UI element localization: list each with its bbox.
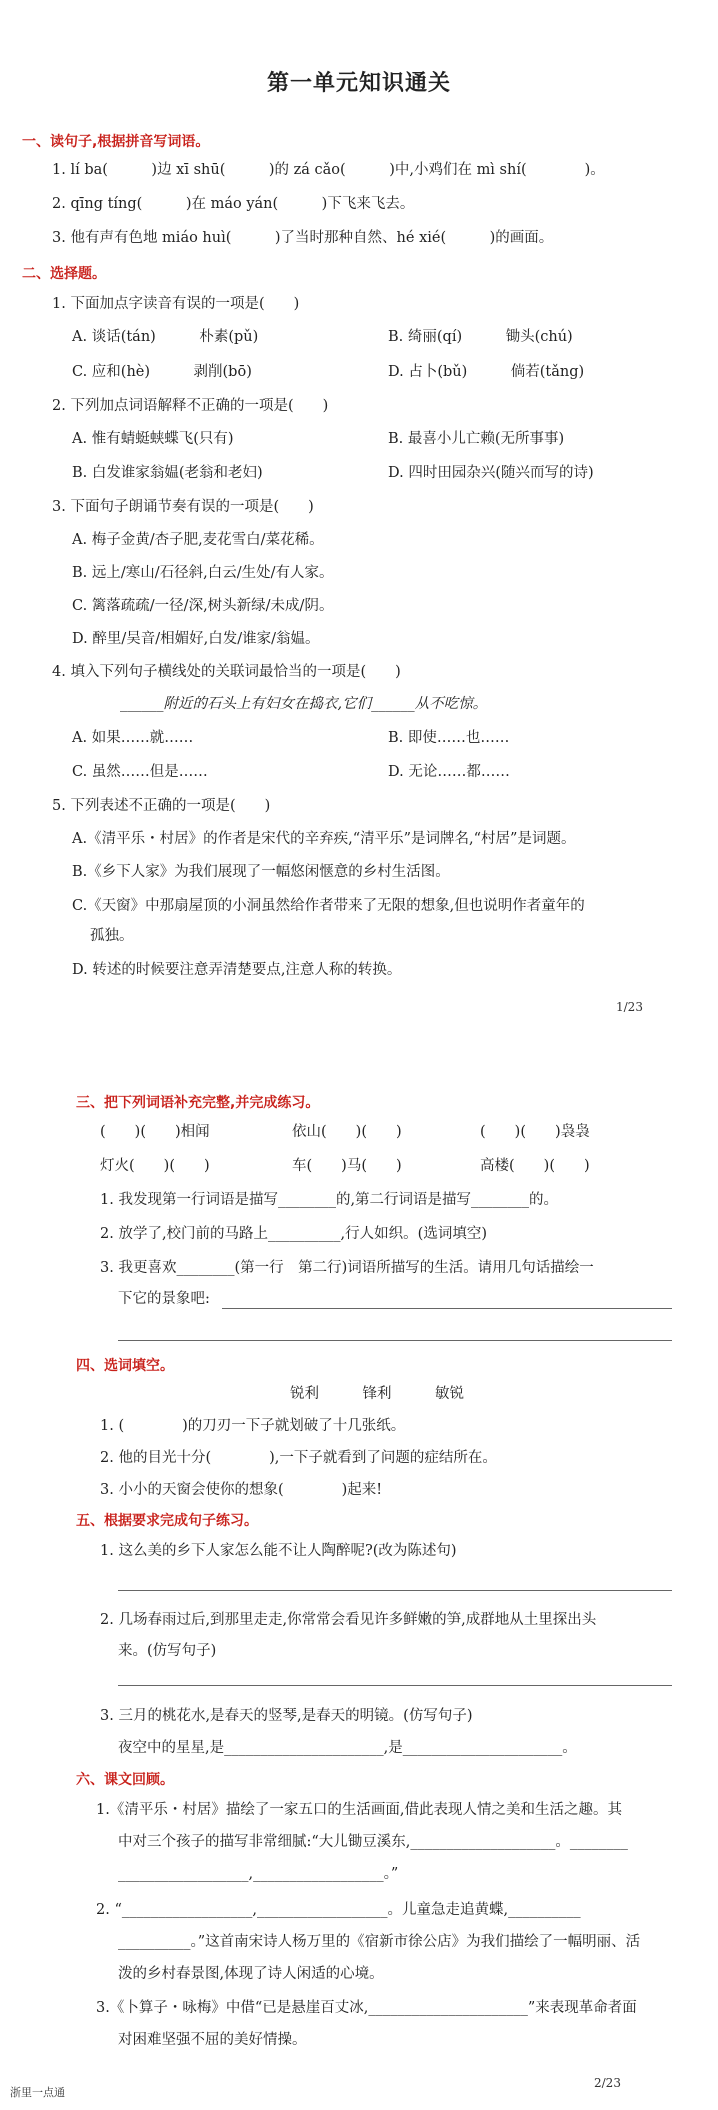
footer-brand: 浙里一点通 [10,2086,65,2099]
question-line: 2. 几场春雨过后,到那里走走,你常常会看见许多鲜嫩的笋,成群地从土里探出头 [100,1612,597,1628]
option-d: D. 醉里/吴音/相媚好,白发/谁家/翁媪。 [72,631,320,647]
option-c: C. 应和(hè) 剥削(bō) [72,364,252,380]
answer-line[interactable] [118,1590,672,1591]
option-d: D. 无论……都…… [388,764,510,780]
option-a: A. 惟有蜻蜓蛱蝶飞(只有) [72,431,234,447]
option-b: B. 远上/寒山/石径斜,白云/生处/有人家。 [72,565,334,581]
question-line: 3. 我更喜欢________(第一行 第二行)词语所描写的生活。请用几句话描绘一 [100,1260,594,1276]
question-line: 夜空中的星星,是______________________,是______________________。 [118,1740,577,1756]
question-line: 5. 下列表述不正确的一项是( ) [52,798,271,814]
section-6-heading: 六、课文回顾。 [76,1772,174,1788]
question-line: 2. 放学了,校门前的马路上__________,行人如织。(选词填空) [100,1226,487,1242]
option-c: B. 白发谁家翁媪(老翁和老妇) [72,465,263,481]
option-a: A. 谈话(tán) 朴素(pǔ) [72,329,259,345]
section-3-heading: 三、把下列词语补充完整,并完成练习。 [76,1095,320,1111]
idiom-blank: 灯火( )( ) [100,1158,210,1174]
question-line: 3. 小小的天窗会使你的想象( )起来! [100,1482,383,1498]
word-bank: 锐利 锋利 敏锐 [290,1386,464,1402]
option-d: D. 占卜(bǔ) 倘若(tǎng) [388,364,585,380]
question-line: 1. ( )的刀刃一下子就划破了十几张纸。 [100,1418,406,1434]
idiom-blank: 高楼( )( ) [480,1158,590,1174]
option-c: C. 篱落疏疏/一径/深,树头新绿/未成/阴。 [72,598,334,614]
answer-line[interactable] [222,1308,672,1309]
question-line: 2. 他的目光十分( ),一下子就看到了问题的症结所在。 [100,1450,497,1466]
question-line: 2. “__________________,__________________。儿童急走追黄蝶,__________ [96,1902,581,1918]
answer-line[interactable] [118,1340,672,1341]
option-c-continued: 孤独。 [90,928,134,944]
idiom-blank: 车( )马( ) [292,1158,402,1174]
section-5-heading: 五、根据要求完成句子练习。 [76,1513,258,1529]
example-sentence: ______附近的石头上有妇女在捣衣,它们______从不吃惊。 [120,696,488,712]
option-a: A. 如果……就…… [72,730,194,746]
idiom-blank: ( )( )袅袅 [480,1124,590,1140]
option-b: B.《乡下人家》为我们展现了一幅悠闲惬意的乡村生活图。 [72,864,450,880]
question-line: 泼的乡村春景图,体现了诗人闲适的心境。 [118,1966,384,1982]
option-d: D. 四时田园杂兴(随兴而写的诗) [388,465,594,481]
question-line: 2. qīng tíng( )在 máo yán( )下飞来飞去。 [52,196,415,212]
option-b: B. 最喜小儿亡赖(无所事事) [388,431,565,447]
option-a: A. 梅子金黄/杏子肥,麦花雪白/菜花稀。 [72,532,324,548]
question-line: 3. 下面句子朗诵节奏有误的一项是( ) [52,499,314,515]
page-title: 第一单元知识通关 [266,71,451,96]
idiom-blank: 依山( )( ) [292,1124,402,1140]
option-a: A.《清平乐・村居》的作者是宋代的辛弃疾,“清平乐”是词牌名,“村居”是词题。 [72,831,576,847]
option-d: D. 转述的时候要注意弄清楚要点,注意人称的转换。 [72,962,402,978]
idiom-blank: ( )( )相闻 [100,1124,210,1140]
question-line: 4. 填入下列句子横线处的关联词最恰当的一项是( ) [52,664,401,680]
question-line: 中对三个孩子的描写非常细腻:“大儿锄豆溪东,____________________。________ [118,1834,628,1850]
section-1-heading: 一、读句子,根据拼音写词语。 [22,134,210,150]
option-b: B. 绮丽(qí) 锄头(chú) [388,329,573,345]
question-line: 下它的景象吧: [118,1291,210,1307]
section-2-heading: 二、选择题。 [22,266,106,282]
answer-line[interactable] [118,1685,672,1686]
question-line: __________。”这首南宋诗人杨万里的《宿新市徐公店》为我们描绘了一幅明丽、活 [118,1934,641,1950]
question-line: 1. 我发现第一行词语是描写________的,第二行词语是描写________的。 [100,1192,559,1208]
question-line: 来。(仿写句子) [118,1643,217,1659]
question-line: 1. 这么美的乡下人家怎么能不让人陶醉呢?(改为陈述句) [100,1543,457,1559]
page-number: 1/23 [616,1000,643,1014]
question-line: __________________,__________________。” [118,1866,399,1882]
question-line: 3. 他有声有色地 miáo huì( )了当时那种自然、hé xié( )的画面。 [52,230,554,246]
question-line: 1.《清平乐・村居》描绘了一家五口的生活画面,借此表现人情之美和生活之趣。其 [96,1802,622,1818]
question-line: 3.《卜算子・咏梅》中借“已是悬崖百丈冰,______________________”来表现革命者面 [96,2000,637,2016]
option-b: B. 即使……也…… [388,730,510,746]
question-line: 对困难坚强不屈的美好情操。 [118,2032,307,2048]
page-number: 2/23 [594,2076,621,2090]
question-line: 3. 三月的桃花水,是春天的竖琴,是春天的明镜。(仿写句子) [100,1708,473,1724]
question-line: 1. lí ba( )边 xī shū( )的 zá cǎo( )中,小鸡们在 mì shí( )。 [52,162,605,178]
question-line: 1. 下面加点字读音有误的一项是( ) [52,296,300,312]
option-c: C.《天窗》中那扇屋顶的小洞虽然给作者带来了无限的想象,但也说明作者童年的 [72,898,585,914]
option-c: C. 虽然……但是…… [72,764,208,780]
question-line: 2. 下列加点词语解释不正确的一项是( ) [52,398,329,414]
section-4-heading: 四、选词填空。 [76,1358,174,1374]
